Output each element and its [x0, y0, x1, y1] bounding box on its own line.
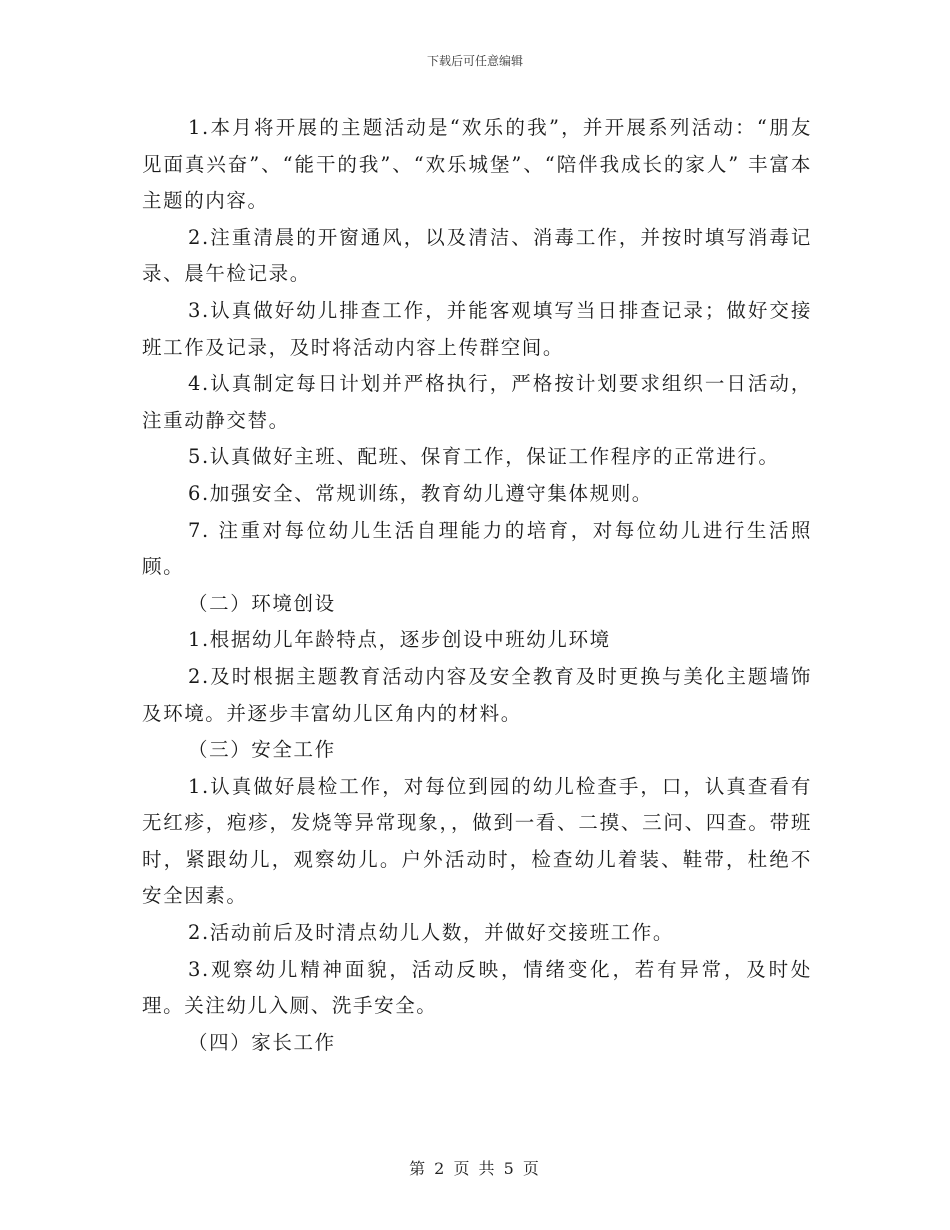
paragraph-morning-check: 1.认真做好晨检工作，对每位到园的幼儿检查手，口，认真查看有无红疹，疱疹，发烧等异常现象，，做到一看、二摸、三问、四查。带班时，紧跟幼儿，观察幼儿。户外活动时，检查幼儿着装、鞋带，杜绝不安全因素。	[142, 774, 812, 908]
section-heading-parents: （四）家长工作	[188, 1030, 336, 1054]
paragraph-ventilation: 2.注重清晨的开窗通风，以及清洁、消毒工作，并按时填写消毒记录、晨午检记录。	[142, 225, 812, 286]
paragraph-environment-age: 1.根据幼儿年龄特点，逐步创设中班幼儿环境	[188, 628, 611, 652]
paragraph-safety-training: 6.加强安全、常规训练，教育幼儿遵守集体规则。	[188, 481, 653, 505]
paragraph-observation: 3.观察幼儿精神面貌，活动反映，情绪变化，若有异常，及时处理。关注幼儿入厕、洗手安全。	[142, 957, 812, 1018]
paragraph-self-care: 7. 注重对每位幼儿生活自理能力的培育，对每位幼儿进行生活照顾。	[142, 518, 812, 579]
document-body	[142, 110, 812, 1061]
paragraph-daily-plan: 4.认真制定每日计划并严格执行，严格按计划要求组织一日活动，注重动静交替。	[142, 372, 812, 432]
paragraph-environment-update: 2.及时根据主题教育活动内容及安全教育及时更换与美化主题墙饰及环境。并逐步丰富幼儿区角内的材料。	[142, 664, 812, 725]
section-heading-safety: （三）安全工作	[188, 738, 336, 762]
paragraph-theme-activities: 1.本月将开展的主题活动是“欢乐的我”，并开展系列活动：“朋友见面真兴奋”、“能干的我”、“欢乐城堡”、“陪伴我成长的家人” 丰富本主题的内容。	[142, 116, 812, 213]
page-header: 下载后可任意编辑	[426, 54, 523, 68]
paragraph-headcount: 2.活动前后及时清点幼儿人数，并做好交接班工作。	[188, 921, 675, 945]
page-number: 第 2 页 共 5 页	[409, 1159, 541, 1178]
paragraph-class-duties: 5.认真做好主班、配班、保育工作，保证工作程序的正常进行。	[188, 445, 780, 469]
section-heading-environment: （二）环境创设	[188, 591, 336, 615]
paragraph-screening: 3.认真做好幼儿排查工作，并能客观填写当日排查记录；做好交接班工作及记录，及时将活动内容上传群空间。	[142, 298, 812, 359]
